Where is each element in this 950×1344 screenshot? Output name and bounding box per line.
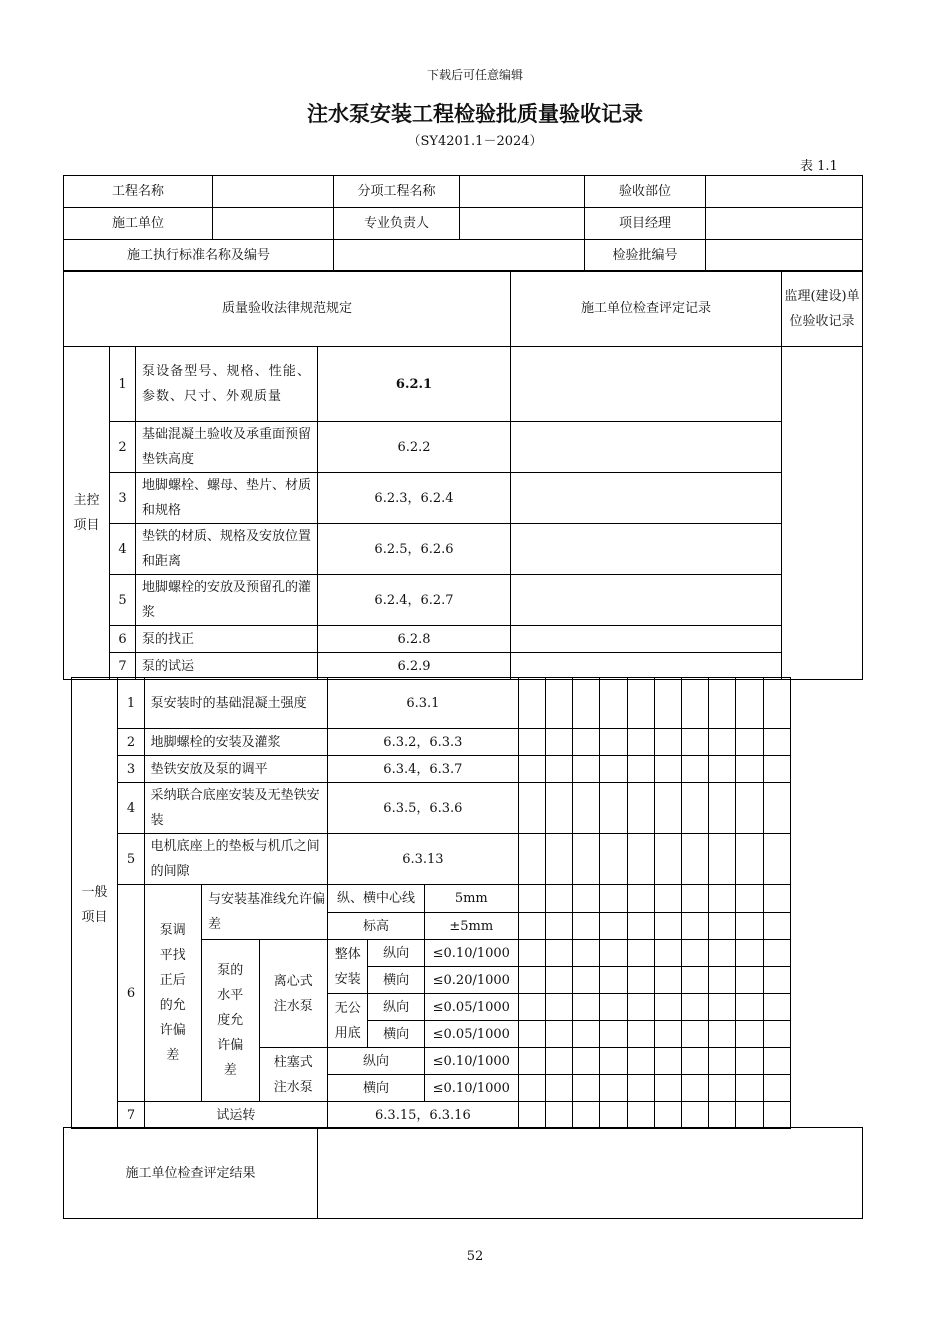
transverse-label: 横向 bbox=[328, 1075, 425, 1102]
download-note: 下载后可任意编辑 bbox=[426, 68, 523, 82]
record-cell[interactable] bbox=[545, 756, 572, 783]
item-no: 7 bbox=[118, 1102, 144, 1129]
record-cell[interactable] bbox=[600, 940, 627, 967]
item-clause: 6.3.5，6.3.6 bbox=[328, 783, 519, 834]
record-cell[interactable] bbox=[763, 783, 790, 834]
standard-code: （SY4201.1－2024） bbox=[407, 134, 543, 149]
exec-standard-value[interactable] bbox=[334, 240, 585, 272]
record-cell[interactable] bbox=[681, 994, 708, 1021]
item-no: 7 bbox=[110, 653, 136, 680]
record-cell[interactable] bbox=[654, 1102, 681, 1129]
acceptance-part-label: 验收部位 bbox=[585, 176, 706, 208]
item-desc: 泵安装时的基础混凝土强度 bbox=[144, 678, 328, 729]
record-cell[interactable] bbox=[518, 913, 545, 940]
record-cell[interactable] bbox=[545, 913, 572, 940]
record-cell[interactable] bbox=[736, 913, 763, 940]
contractor-check-column-header: 施工单位检查评定记录 bbox=[511, 271, 782, 347]
record-cell[interactable] bbox=[763, 994, 790, 1021]
record-cell[interactable] bbox=[627, 1021, 654, 1048]
contractor-value[interactable] bbox=[213, 208, 334, 240]
record-cell[interactable] bbox=[763, 834, 790, 885]
tolerance-value: ≤0.10/1000 bbox=[424, 940, 518, 967]
record-cell[interactable] bbox=[709, 940, 736, 967]
centrifugal-pump-label: 离心式注水泵 bbox=[259, 940, 328, 1048]
record-cell[interactable] bbox=[627, 783, 654, 834]
record-cell[interactable] bbox=[654, 1075, 681, 1102]
tolerance-value: ≤0.10/1000 bbox=[424, 1075, 518, 1102]
record-cell[interactable] bbox=[600, 967, 627, 994]
record-cell[interactable] bbox=[573, 994, 600, 1021]
record-cell[interactable] bbox=[518, 1048, 545, 1075]
item-no: 6 bbox=[118, 885, 144, 1102]
record-cell[interactable] bbox=[600, 885, 627, 913]
record-cell[interactable] bbox=[627, 940, 654, 967]
record-cell[interactable] bbox=[736, 1021, 763, 1048]
item-clause: 6.2.2 bbox=[318, 422, 511, 473]
record-cell[interactable] bbox=[518, 940, 545, 967]
record-cell[interactable] bbox=[654, 729, 681, 756]
item-no: 2 bbox=[110, 422, 136, 473]
record-cell[interactable] bbox=[627, 1075, 654, 1102]
record-cell[interactable] bbox=[736, 940, 763, 967]
record-cell[interactable] bbox=[518, 967, 545, 994]
item-clause: 6.2.3，6.2.4 bbox=[318, 473, 511, 524]
record-cell[interactable] bbox=[763, 729, 790, 756]
record-cell[interactable] bbox=[709, 967, 736, 994]
record-cell[interactable] bbox=[600, 729, 627, 756]
item-no: 1 bbox=[110, 347, 136, 422]
record-cell[interactable] bbox=[681, 1021, 708, 1048]
item-no: 3 bbox=[110, 473, 136, 524]
record-cell[interactable] bbox=[600, 1102, 627, 1129]
record-cell[interactable] bbox=[736, 994, 763, 1021]
main-control-table bbox=[63, 270, 863, 680]
record-cell[interactable] bbox=[600, 913, 627, 940]
tolerance-value: ≤0.05/1000 bbox=[424, 1021, 518, 1048]
record-cell[interactable] bbox=[654, 994, 681, 1021]
item-desc: 地脚螺栓的安装及灌浆 bbox=[144, 729, 328, 756]
record-cell[interactable] bbox=[681, 940, 708, 967]
acceptance-part-value[interactable] bbox=[706, 176, 863, 208]
record-cell[interactable] bbox=[681, 756, 708, 783]
record-cell[interactable] bbox=[545, 1048, 572, 1075]
item-no: 4 bbox=[118, 783, 144, 834]
record-cell[interactable] bbox=[600, 1075, 627, 1102]
center-line-label: 纵、横中心线 bbox=[328, 885, 425, 913]
record-cell[interactable] bbox=[545, 885, 572, 913]
plunger-pump-label: 柱塞式注水泵 bbox=[259, 1048, 328, 1102]
record-cell[interactable] bbox=[763, 1048, 790, 1075]
record-cell[interactable] bbox=[654, 756, 681, 783]
item-desc: 地脚螺栓的安放及预留孔的灌浆 bbox=[136, 575, 318, 626]
record-cell[interactable] bbox=[654, 940, 681, 967]
record-cell[interactable] bbox=[763, 913, 790, 940]
item-desc: 电机底座上的垫板与机爪之间的间隙 bbox=[144, 834, 328, 885]
record-cell[interactable] bbox=[736, 885, 763, 913]
tolerance-value: ≤0.20/1000 bbox=[424, 967, 518, 994]
item-no: 3 bbox=[118, 756, 144, 783]
record-cell[interactable] bbox=[600, 756, 627, 783]
page-number: 52 bbox=[466, 1249, 484, 1264]
record-cell[interactable] bbox=[681, 729, 708, 756]
spec-column-header: 质量验收法律规范规定 bbox=[64, 271, 511, 347]
record-cell[interactable] bbox=[709, 913, 736, 940]
record-cell[interactable] bbox=[763, 885, 790, 913]
item-clause: 6.3.15，6.3.16 bbox=[328, 1102, 519, 1129]
record-cell[interactable] bbox=[763, 756, 790, 783]
header-table bbox=[63, 175, 863, 272]
record-cell[interactable] bbox=[681, 967, 708, 994]
transverse-label: 横向 bbox=[368, 1021, 424, 1048]
project-name-value[interactable] bbox=[213, 176, 334, 208]
record-cell[interactable] bbox=[681, 1102, 708, 1129]
record-cell[interactable] bbox=[545, 1075, 572, 1102]
elevation-tolerance: ±5mm bbox=[424, 913, 518, 940]
record-cell[interactable] bbox=[573, 913, 600, 940]
item-clause: 6.2.1 bbox=[318, 347, 511, 422]
record-cell[interactable] bbox=[518, 756, 545, 783]
record-cell[interactable] bbox=[763, 1102, 790, 1129]
sub-project-label: 分项工程名称 bbox=[334, 176, 460, 208]
record-cell[interactable] bbox=[736, 1102, 763, 1129]
longitudinal-label: 纵向 bbox=[368, 940, 424, 967]
record-cell[interactable] bbox=[518, 1075, 545, 1102]
center-line-tolerance: 5mm bbox=[424, 885, 518, 913]
item-desc: 垫铁的材质、规格及安放位置和距离 bbox=[136, 524, 318, 575]
result-table bbox=[63, 1127, 863, 1219]
record-cell[interactable] bbox=[573, 967, 600, 994]
record-cell[interactable] bbox=[627, 756, 654, 783]
record-cell[interactable] bbox=[573, 1075, 600, 1102]
record-cell[interactable] bbox=[573, 940, 600, 967]
longitudinal-label: 纵向 bbox=[368, 994, 424, 1021]
item-desc: 采纳联合底座安装及无垫铁安装 bbox=[144, 783, 328, 834]
record-cell[interactable] bbox=[736, 756, 763, 783]
record-cell[interactable] bbox=[681, 783, 708, 834]
supervisor-check-column-header: 监理(建设)单位验收记录 bbox=[782, 271, 863, 347]
contractor-record-cell[interactable] bbox=[511, 473, 782, 524]
record-cell[interactable] bbox=[600, 1021, 627, 1048]
record-cell[interactable] bbox=[600, 994, 627, 1021]
supervisor-record-cell[interactable] bbox=[782, 347, 863, 680]
record-cell[interactable] bbox=[518, 1102, 545, 1129]
record-cell[interactable] bbox=[681, 1048, 708, 1075]
record-cell[interactable] bbox=[573, 678, 600, 729]
record-cell[interactable] bbox=[518, 678, 545, 729]
record-cell[interactable] bbox=[654, 834, 681, 885]
contractor-record-cell[interactable] bbox=[511, 524, 782, 575]
sub-project-value[interactable] bbox=[460, 176, 585, 208]
record-cell[interactable] bbox=[654, 1021, 681, 1048]
record-cell[interactable] bbox=[654, 678, 681, 729]
record-cell[interactable] bbox=[654, 783, 681, 834]
record-cell[interactable] bbox=[573, 729, 600, 756]
record-cell[interactable] bbox=[763, 1075, 790, 1102]
record-cell[interactable] bbox=[573, 756, 600, 783]
record-cell[interactable] bbox=[709, 1021, 736, 1048]
record-cell[interactable] bbox=[545, 1021, 572, 1048]
record-cell[interactable] bbox=[627, 834, 654, 885]
contractor-record-cell[interactable] bbox=[511, 422, 782, 473]
record-cell[interactable] bbox=[600, 783, 627, 834]
item-desc: 基础混凝土验收及承重面预留垫铁高度 bbox=[136, 422, 318, 473]
record-cell[interactable] bbox=[545, 967, 572, 994]
record-cell[interactable] bbox=[709, 1102, 736, 1129]
record-cell[interactable] bbox=[736, 834, 763, 885]
item-no: 2 bbox=[118, 729, 144, 756]
main-control-label: 主控项目 bbox=[64, 347, 110, 680]
record-cell[interactable] bbox=[627, 885, 654, 913]
item-no: 4 bbox=[110, 524, 136, 575]
shared-base-label: 无公用底 bbox=[328, 994, 368, 1048]
record-cell[interactable] bbox=[736, 967, 763, 994]
record-cell[interactable] bbox=[736, 783, 763, 834]
record-cell[interactable] bbox=[654, 1048, 681, 1075]
item-clause: 6.2.8 bbox=[318, 626, 511, 653]
record-cell[interactable] bbox=[518, 729, 545, 756]
record-cell[interactable] bbox=[573, 783, 600, 834]
table-number: 表 1.1 bbox=[800, 159, 838, 174]
record-cell[interactable] bbox=[709, 729, 736, 756]
item-clause: 6.3.1 bbox=[328, 678, 519, 729]
item-no: 5 bbox=[118, 834, 144, 885]
baseline-deviation-label: 与安装基准线允许偏差 bbox=[202, 885, 328, 940]
record-cell[interactable] bbox=[545, 940, 572, 967]
elevation-label: 标高 bbox=[328, 913, 425, 940]
record-cell[interactable] bbox=[518, 994, 545, 1021]
record-cell[interactable] bbox=[736, 1048, 763, 1075]
contractor-label: 施工单位 bbox=[64, 208, 213, 240]
item-clause: 6.3.2，6.3.3 bbox=[328, 729, 519, 756]
record-cell[interactable] bbox=[518, 834, 545, 885]
general-items-table bbox=[71, 677, 791, 1129]
contractor-result-value[interactable] bbox=[318, 1128, 863, 1219]
item-desc: 泵的找正 bbox=[136, 626, 318, 653]
record-cell[interactable] bbox=[681, 834, 708, 885]
record-cell[interactable] bbox=[545, 834, 572, 885]
professional-lead-label: 专业负责人 bbox=[334, 208, 460, 240]
record-cell[interactable] bbox=[573, 885, 600, 913]
record-cell[interactable] bbox=[627, 729, 654, 756]
item-clause: 6.2.4，6.2.7 bbox=[318, 575, 511, 626]
contractor-record-cell[interactable] bbox=[511, 653, 782, 680]
record-cell[interactable] bbox=[627, 678, 654, 729]
exec-standard-label: 施工执行标准名称及编号 bbox=[64, 240, 334, 272]
record-cell[interactable] bbox=[654, 967, 681, 994]
record-cell[interactable] bbox=[736, 729, 763, 756]
item-desc: 泵设备型号、规格、性能、参数、尺寸、外观质量 bbox=[136, 347, 318, 422]
record-cell[interactable] bbox=[627, 1048, 654, 1075]
item-clause: 6.3.13 bbox=[328, 834, 519, 885]
record-cell[interactable] bbox=[709, 834, 736, 885]
record-cell[interactable] bbox=[709, 885, 736, 913]
page-title: 注水泵安装工程检验批质量验收记录 bbox=[307, 102, 643, 126]
record-cell[interactable] bbox=[545, 1102, 572, 1129]
record-cell[interactable] bbox=[681, 885, 708, 913]
item-no: 5 bbox=[110, 575, 136, 626]
record-cell[interactable] bbox=[736, 678, 763, 729]
record-cell[interactable] bbox=[545, 729, 572, 756]
record-cell[interactable] bbox=[627, 913, 654, 940]
transverse-label: 横向 bbox=[368, 967, 424, 994]
record-cell[interactable] bbox=[573, 1048, 600, 1075]
record-cell[interactable] bbox=[518, 783, 545, 834]
item-desc: 泵的试运 bbox=[136, 653, 318, 680]
record-cell[interactable] bbox=[709, 1048, 736, 1075]
record-cell[interactable] bbox=[709, 783, 736, 834]
professional-lead-value[interactable] bbox=[460, 208, 585, 240]
record-cell[interactable] bbox=[736, 1075, 763, 1102]
batch-no-value[interactable] bbox=[706, 240, 863, 272]
item-clause: 6.2.9 bbox=[318, 653, 511, 680]
longitudinal-label: 纵向 bbox=[328, 1048, 425, 1075]
project-manager-value[interactable] bbox=[706, 208, 863, 240]
record-cell[interactable] bbox=[627, 994, 654, 1021]
record-cell[interactable] bbox=[518, 1021, 545, 1048]
record-cell[interactable] bbox=[600, 834, 627, 885]
record-cell[interactable] bbox=[709, 678, 736, 729]
record-cell[interactable] bbox=[763, 940, 790, 967]
record-cell[interactable] bbox=[681, 678, 708, 729]
batch-no-label: 检验批编号 bbox=[585, 240, 706, 272]
record-cell[interactable] bbox=[709, 994, 736, 1021]
record-cell[interactable] bbox=[573, 1021, 600, 1048]
item-no: 6 bbox=[110, 626, 136, 653]
record-cell[interactable] bbox=[573, 834, 600, 885]
item-desc: 试运转 bbox=[144, 1102, 328, 1129]
tolerance-value: ≤0.05/1000 bbox=[424, 994, 518, 1021]
record-cell[interactable] bbox=[709, 1075, 736, 1102]
record-cell[interactable] bbox=[681, 1075, 708, 1102]
whole-base-label: 整体安装 bbox=[328, 940, 368, 994]
record-cell[interactable] bbox=[681, 913, 708, 940]
record-cell[interactable] bbox=[709, 756, 736, 783]
project-manager-label: 项目经理 bbox=[585, 208, 706, 240]
contractor-record-cell[interactable] bbox=[511, 575, 782, 626]
record-cell[interactable] bbox=[654, 913, 681, 940]
level-deviation-label: 泵的水平度允许偏差 bbox=[202, 940, 259, 1102]
record-cell[interactable] bbox=[763, 678, 790, 729]
record-cell[interactable] bbox=[654, 885, 681, 913]
record-cell[interactable] bbox=[600, 1048, 627, 1075]
record-cell[interactable] bbox=[573, 1102, 600, 1129]
record-cell[interactable] bbox=[545, 783, 572, 834]
item-clause: 6.3.4，6.3.7 bbox=[328, 756, 519, 783]
record-cell[interactable] bbox=[627, 967, 654, 994]
tolerance-value: ≤0.10/1000 bbox=[424, 1048, 518, 1075]
contractor-record-cell[interactable] bbox=[511, 626, 782, 653]
general-items-label: 一般项目 bbox=[81, 885, 108, 925]
item-desc: 垫铁安放及泵的调平 bbox=[144, 756, 328, 783]
item-clause: 6.2.5，6.2.6 bbox=[318, 524, 511, 575]
item-no: 1 bbox=[118, 678, 144, 729]
project-name-label: 工程名称 bbox=[64, 176, 213, 208]
record-cell[interactable] bbox=[545, 994, 572, 1021]
contractor-result-label: 施工单位检查评定结果 bbox=[64, 1128, 318, 1219]
record-cell[interactable] bbox=[545, 678, 572, 729]
record-cell[interactable] bbox=[600, 678, 627, 729]
contractor-record-cell[interactable] bbox=[511, 347, 782, 422]
item-desc: 地脚螺栓、螺母、垫片、材质和规格 bbox=[136, 473, 318, 524]
record-cell[interactable] bbox=[763, 1021, 790, 1048]
record-cell[interactable] bbox=[763, 967, 790, 994]
deviation-group-label: 泵调平找正后的允许偏差 bbox=[144, 885, 201, 1102]
record-cell[interactable] bbox=[627, 1102, 654, 1129]
record-cell[interactable] bbox=[518, 885, 545, 913]
